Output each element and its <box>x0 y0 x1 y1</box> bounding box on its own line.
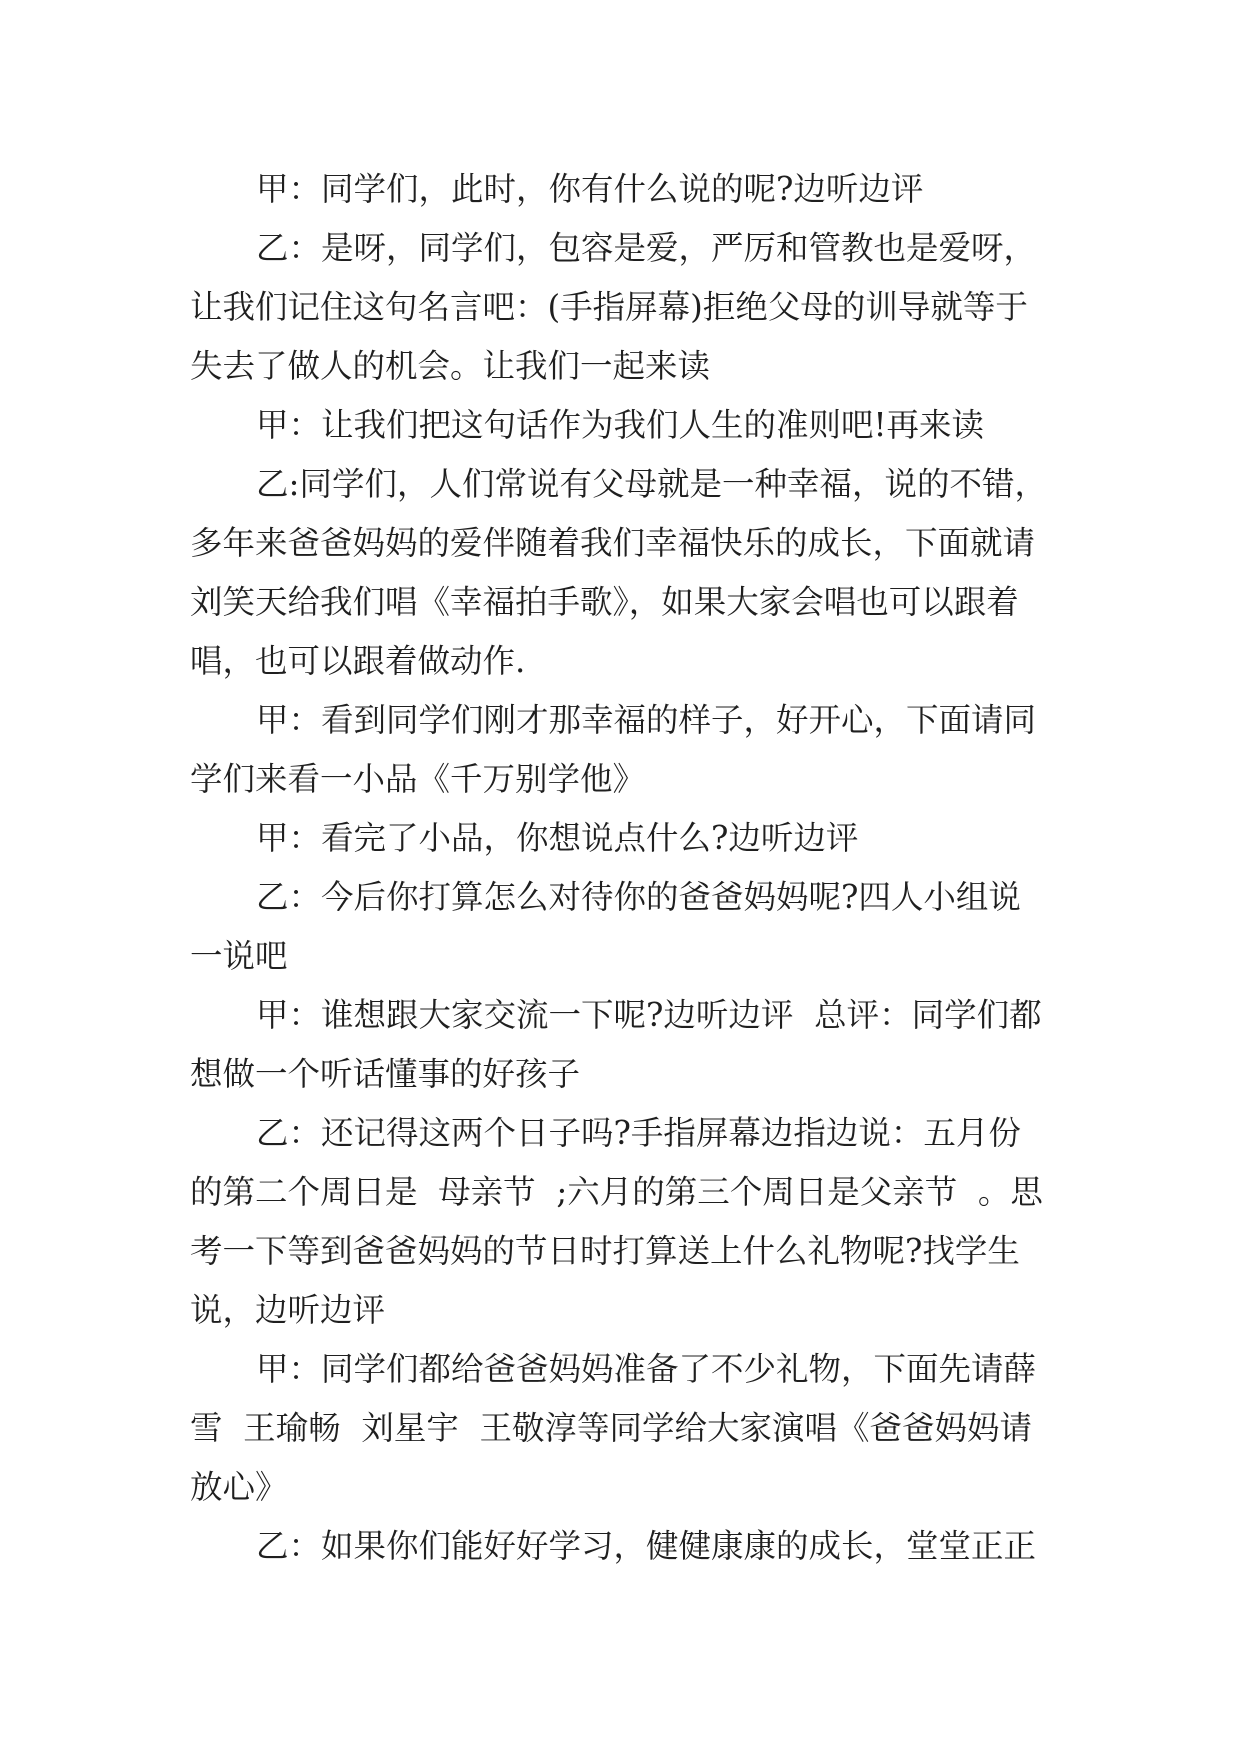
text-line: 甲：看完了小品，你想说点什么?边听边评 <box>256 819 859 857</box>
text-line: 唱，也可以跟着做动作. <box>190 642 526 680</box>
text-line: 的第二个周日是 母亲节 ;六月的第三个周日是父亲节 。思 <box>190 1173 1043 1211</box>
text-line: 乙：今后你打算怎么对待你的爸爸妈妈呢?四人小组说 <box>256 878 1021 916</box>
text-line: 说，边听边评 <box>190 1291 386 1329</box>
text-line: 甲：同学们都给爸爸妈妈准备了不少礼物，下面先请薛 <box>256 1350 1037 1388</box>
text-line: 乙：还记得这两个日子吗?手指屏幕边指边说：五月份 <box>256 1114 1021 1152</box>
text-line: 放心》 <box>190 1468 288 1506</box>
text-line: 乙:同学们，人们常说有父母就是一种幸福，说的不错， <box>256 465 1047 503</box>
document-body <box>190 160 1070 1576</box>
text-line: 甲：看到同学们刚才那幸福的样子，好开心，下面请同 <box>256 701 1037 739</box>
text-line: 甲：谁想跟大家交流一下呢?边听边评 总评：同学们都 <box>256 996 1042 1034</box>
text-line: 多年来爸爸妈妈的爱伴随着我们幸福快乐的成长，下面就请 <box>190 524 1036 562</box>
text-line: 乙：如果你们能好好学习，健健康康的成长，堂堂正正 <box>256 1527 1037 1565</box>
text-line: 乙：是呀，同学们，包容是爱，严厉和管教也是爱呀， <box>256 229 1037 267</box>
text-line: 一说吧 <box>190 937 288 975</box>
text-line: 失去了做人的机会。让我们一起来读 <box>190 347 711 385</box>
text-line: 考一下等到爸爸妈妈的节日时打算送上什么礼物呢?找学生 <box>190 1232 1020 1270</box>
text-line: 让我们记住这句名言吧：(手指屏幕)拒绝父母的训导就等于 <box>190 288 1028 326</box>
text-line: 学们来看一小品《千万别学他》 <box>190 760 646 798</box>
text-line: 甲：同学们，此时，你有什么说的呢?边听边评 <box>256 170 924 208</box>
text-line: 刘笑天给我们唱《幸福拍手歌》，如果大家会唱也可以跟着 <box>190 583 1019 621</box>
text-line: 雪 王瑜畅 刘星宇 王敬淳等同学给大家演唱《爸爸妈妈请 <box>190 1409 1032 1447</box>
text-line: 想做一个听话懂事的好孩子 <box>190 1055 581 1093</box>
text-line: 甲：让我们把这句话作为我们人生的准则吧!再来读 <box>256 406 985 444</box>
